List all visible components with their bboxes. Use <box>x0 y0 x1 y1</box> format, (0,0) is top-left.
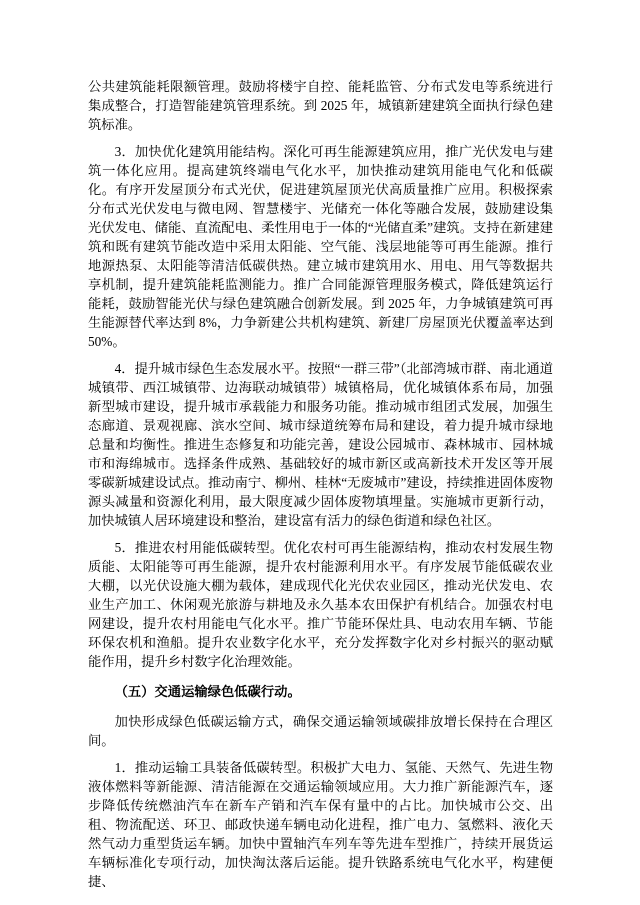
paragraph-building-energy-continuation: 公共建筑能耗限额管理。鼓励将楼宇自控、能耗监管、分布式发电等系统进行集成整合，打造智能建筑管理系统。到 2025 年，城镇新建建筑全面执行绿色建筑标准。 <box>88 79 553 132</box>
paragraph-transport-intro: 加快形成绿色低碳运输方式，确保交通运输领域碳排放增长保持在合理区间。 <box>88 714 553 748</box>
paragraph-item-1-transport-equipment: 1．推动运输工具装备低碳转型。积极扩大电力、氢能、天然气、先进生物液体燃料等新能源、清洁能源在交通运输领域应用。大力推广新能源汽车，逐步降低传统燃油汽车在新车产销和汽车保有量中的占比。加快城市公交、出租、物流配送、环卫、邮政快递车辆电动化进程，推广电力、氢燃料、液化天然气动力重型货运车辆。加快中置轴汽车列车等先进车型推广，持续开展货运车辆标准化专项行动，加快淘汰落后运能。提升铁路系统电气化水平，构建便捷、 <box>88 760 553 889</box>
section-heading-transport-green-lowcarbon: （五）交通运输绿色低碳行动。 <box>114 684 301 699</box>
paragraph-item-5-rural-energy-transition: 5．推进农村用能低碳转型。优化农村可再生能源结构，推动农村发展生物质能、太阳能等可再生能源，提升农村能源利用水平。有序发展节能低碳农业大棚，以光伏设施大棚为载体，建成现代化光伏农业园区，推动光伏发电、农业生产加工、休闲观光旅游与耕地及永久基本农田保护有机结合。加强农村电网建设，提升农村用能电气化水平。推广节能环保灶具、电动农用车辆、节能环保农机和渔船。提升农业数字化水平，充分发挥数字化对乡村振兴的驱动赋能作用，提升乡村数字化治理效能。 <box>88 540 553 669</box>
paragraph-item-3-building-energy-structure: 3．加快优化建筑用能结构。深化可再生能源建筑应用，推广光伏发电与建筑一体化应用。提高建筑终端电气化水平，加快推动建筑用能电气化和低碳化。有序开发屋顶分布式光伏，促进建筑屋顶光伏高质量推广应用。积极探索分布式光伏发电与微电网、智慧楼宇、光储充一体化等融合发展，鼓励建设集光伏发电、储能、直流配电、柔性用电于一体的“光储直柔”建筑。支持在新建建筑和既有建筑节能改造中采用太阳能、空气能、浅层地能等可再生能源。推行地源热泵、太阳能等清洁低碳供热。建立城市建筑用水、用电、用气等数据共享机制，提升建筑能耗监测能力。推广合同能源管理服务模式，降低建筑运行能耗，鼓励智能光伏与绿色建筑融合创新发展。到 2025 年，力争城镇建筑可再生能源替代率达到 8%，力争新建公共机构建筑、新建厂房屋顶光伏覆盖率达到 50%。 <box>88 144 553 349</box>
paragraph-item-4-urban-green-ecology: 4．提升城市绿色生态发展水平。按照“一群三带”（北部湾城市群、南北通道城镇带、西江城镇带、边海联动城镇带）城镇格局，优化城镇体系布局，加强新型城市建设，提升城市承载能力和服务功能。推动城市组团式发展，加强生态廊道、景观视廊、滨水空间、城市绿道统筹布局和建设，着力提升城市绿地总量和均衡性。推进生态修复和功能完善，建设公园城市、森林城市、园林城市和海绵城市。选择条件成熟、基础较好的城市新区或高新技术开发区等开展零碳新城建设试点。推动南宁、柳州、桂林“无废城市”建设，持续推进固体废物源头减量和资源化利用，最大限度减少固体废物填埋量。实施城市更新行动，加快城镇人居环境建设和整治，建设富有活力的绿色街道和绿色社区。 <box>88 361 553 528</box>
